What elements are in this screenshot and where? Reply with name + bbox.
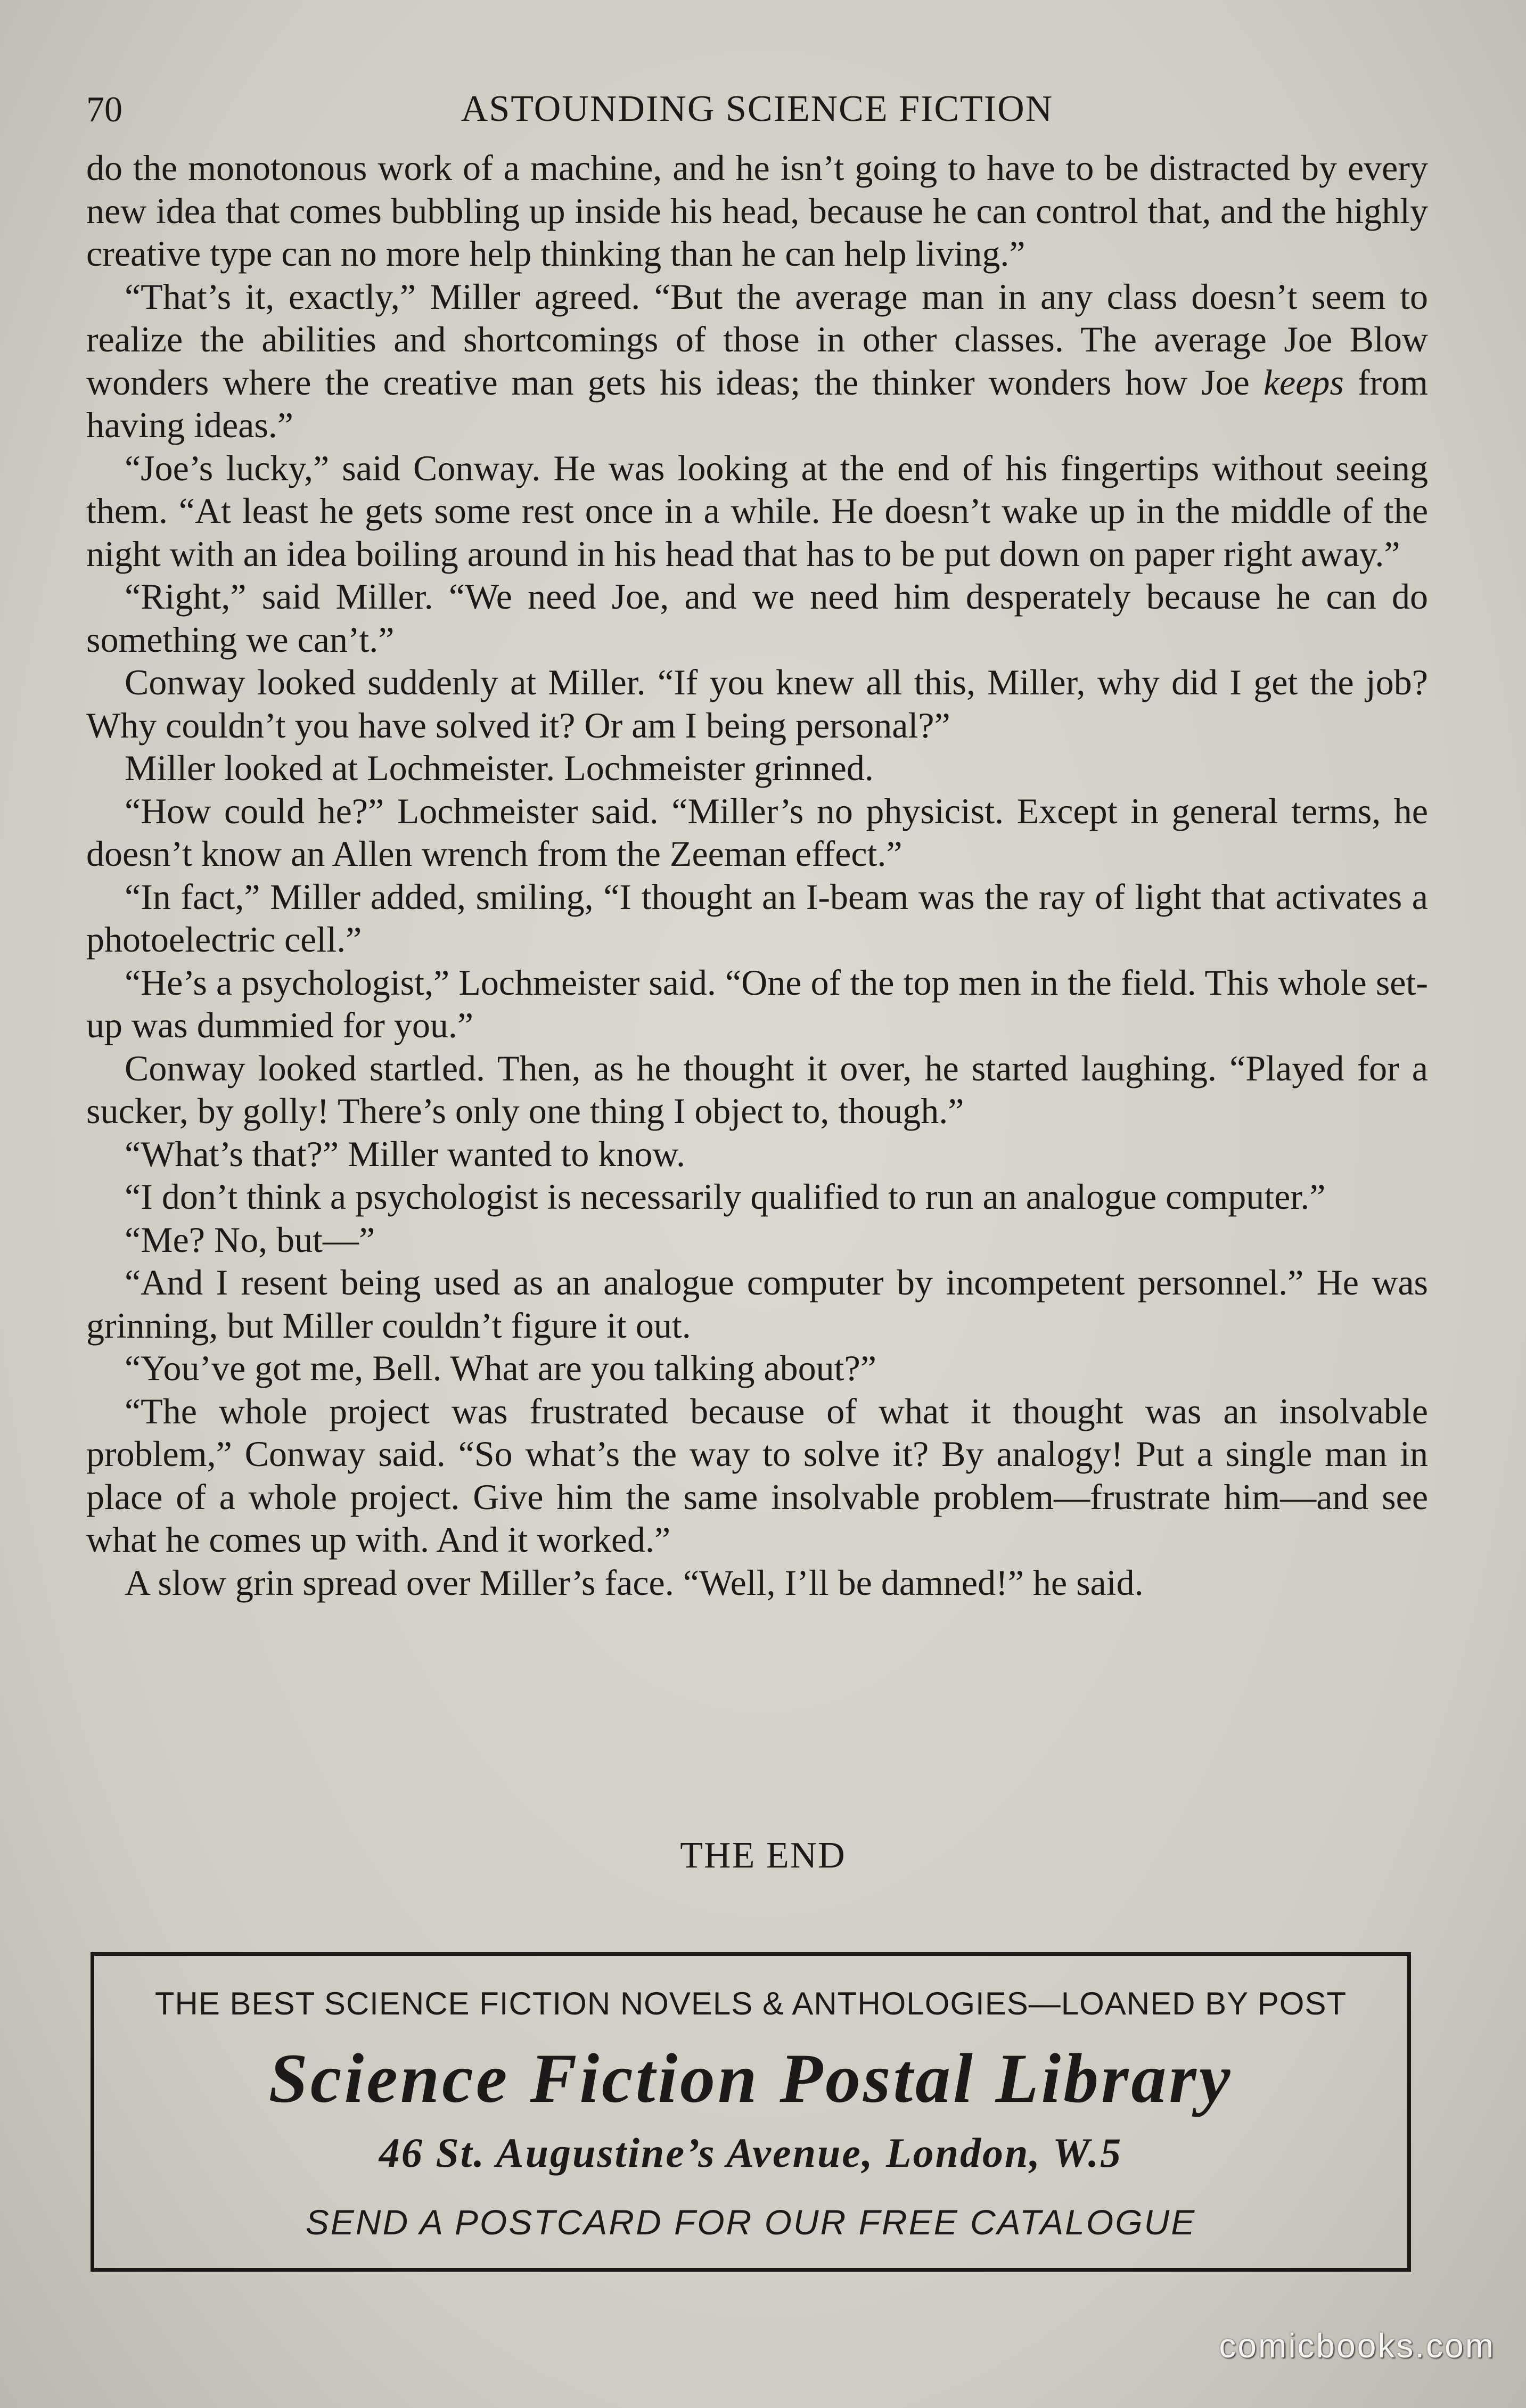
page-header (86, 80, 1428, 138)
paragraph: “Me? No, but—” (125, 1219, 375, 1260)
paragraph: Miller looked at Lochmeister. Lochmeister grinned. (125, 748, 874, 788)
ad-tagline: THE BEST SCIENCE FICTION NOVELS & ANTHOLOGIES—LOANED BY POST (154, 1986, 1347, 2021)
ad-address: 46 St. Augustine’s Avenue, London, W.5 (379, 2129, 1123, 2176)
ad-call-to-action: SEND A POSTCARD FOR OUR FREE CATALOGUE (305, 2202, 1196, 2242)
advertisement-box (91, 1952, 1411, 2272)
running-head: ASTOUNDING SCIENCE FICTION (461, 88, 1054, 129)
watermark: comicbooks.com (1219, 2327, 1495, 2365)
paragraph: “How could he?” Lochmeister said. “Miller’s no physicist. Except in general terms, he doesn’t know an Allen wrench from the Zeeman effect.” (86, 790, 1428, 874)
paragraph: “Joe’s lucky,” said Conway. He was looking at the end of his fingertips without seeing them. “At least he gets some rest once in a while. He doesn’t wake up in the middle of the night with an idea boiling around in his head that has to be put down on paper right away.” (86, 447, 1428, 574)
paragraph: “The whole project was frustrated because of what it thought was an insolvable problem,” Conway said. “So what’s the way to solve it? By analogy! Put a single man in place of a whole project. Give him the same insolvable problem—frustrate him—and see what he comes up with. And it worked.” (86, 1390, 1428, 1560)
paragraph: “And I resent being used as an analogue computer by incompetent personnel.” He was grinning, but Miller couldn’t figure it out. (86, 1262, 1428, 1346)
paragraph: Conway looked startled. Then, as he thought it over, he started laughing. “Played for a sucker, by golly! There’s only one thing I object to, though.” (86, 1047, 1428, 1131)
story-body (86, 146, 1428, 1604)
paragraph: do the monotonous work of a machine, and he isn’t going to have to be distracted by every new idea that comes bubbling up inside his head, because he can control that, and the highly creative type can no more help thinking than he can help living.” (86, 148, 1428, 274)
paragraph: “You’ve got me, Bell. What are you talking about?” (125, 1348, 876, 1388)
paragraph: Conway looked suddenly at Miller. “If you knew all this, Miller, why did I get the job? Why couldn’t you have solved it? Or am I being personal?” (86, 662, 1428, 746)
emphasis: keeps (1263, 362, 1344, 403)
paragraph: “He’s a psychologist,” Lochmeister said. “One of the top men in the field. This whole set-up was dummied for you.” (86, 962, 1428, 1045)
paragraph: “That’s it, exactly,” Miller agreed. “But the average man in any class doesn’t seem to realize the abilities and shortcomings of those in other classes. The average Joe Blow wonders where the creative man gets his ideas; the thinker wonders how Joe keeps from having ideas.” (86, 276, 1428, 445)
page-number: 70 (86, 89, 122, 129)
paragraph: “In fact,” Miller added, smiling, “I thought an I-beam was the ray of light that activates a photoelectric cell.” (86, 876, 1428, 960)
paragraph: “Right,” said Miller. “We need Joe, and we need him desperately because he can do something we can’t.” (86, 576, 1428, 660)
paragraph: “I don’t think a psychologist is necessarily qualified to run an analogue computer.” (125, 1176, 1326, 1217)
ad-title: Science Fiction Postal Library (268, 2039, 1233, 2117)
paragraph: A slow grin spread over Miller’s face. “Well, I’ll be damned!” he said. (125, 1562, 1144, 1603)
the-end-label: THE END (680, 1835, 846, 1876)
paragraph: “What’s that?” Miller wanted to know. (125, 1133, 686, 1174)
